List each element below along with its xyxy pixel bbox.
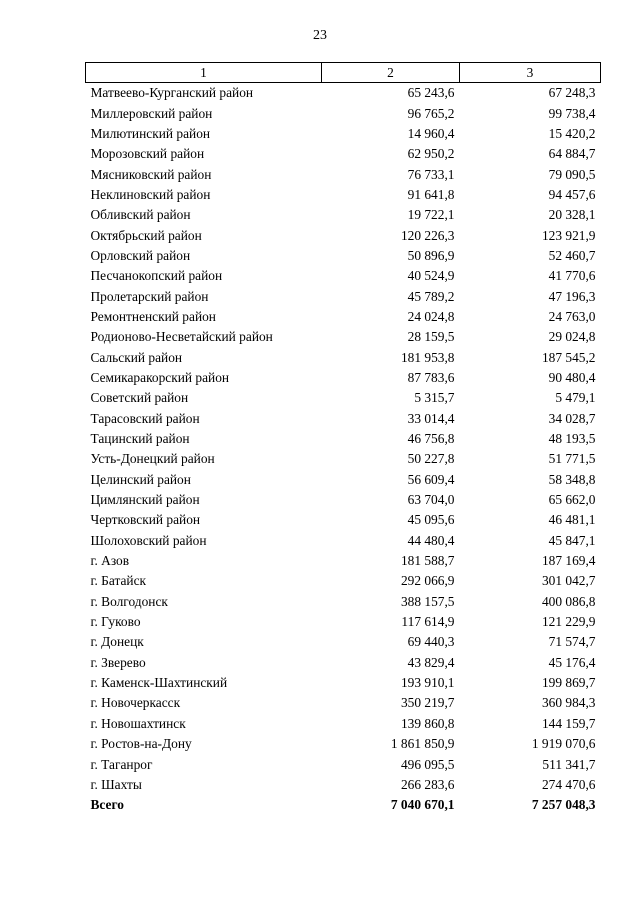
value-3-cell: 144 159,7 <box>541 715 596 731</box>
table-row <box>86 449 601 469</box>
value-3-cell: 121 229,9 <box>541 614 596 630</box>
value-3-cell: 90 480,4 <box>548 369 596 385</box>
table-row <box>86 388 601 408</box>
value-2-cell: 28 159,5 <box>407 329 455 345</box>
value-3-cell: 34 028,7 <box>548 410 596 426</box>
header-row <box>86 63 601 83</box>
table-row <box>86 612 601 632</box>
value-3-cell: 51 771,5 <box>548 451 596 467</box>
district-name-cell: Милютинский район <box>90 125 211 141</box>
value-3-cell: 67 248,3 <box>548 85 596 101</box>
header-cell-3: 3 <box>460 63 601 83</box>
value-3-cell: 46 481,1 <box>548 512 596 528</box>
value-3-cell: 47 196,3 <box>548 288 596 304</box>
table-row <box>86 185 601 205</box>
value-3-cell: 123 921,9 <box>541 227 596 243</box>
value-3-cell: 5 479,1 <box>555 390 596 406</box>
table-row <box>86 653 601 673</box>
value-3-cell: 199 869,7 <box>541 675 596 691</box>
value-2-cell: 62 950,2 <box>407 146 455 162</box>
table-row <box>86 286 601 306</box>
district-name-cell: г. Ростов-на-Дону <box>90 736 192 752</box>
value-2-cell: 96 765,2 <box>407 105 455 121</box>
value-3-cell: 7 257 048,3 <box>531 797 596 813</box>
district-name-cell: Целинский район <box>90 471 191 487</box>
value-3-cell: 1 919 070,6 <box>531 736 596 752</box>
value-3-cell: 187 545,2 <box>541 349 596 365</box>
value-2-cell: 350 219,7 <box>400 695 455 711</box>
value-3-cell: 94 457,6 <box>548 186 596 202</box>
table-row <box>86 490 601 510</box>
district-name-cell: г. Зверево <box>90 654 146 670</box>
table-row <box>86 144 601 164</box>
value-2-cell: 5 315,7 <box>414 390 455 406</box>
value-2-cell: 50 227,8 <box>407 451 455 467</box>
table-row <box>86 470 601 490</box>
table-row <box>86 775 601 795</box>
value-2-cell: 120 226,3 <box>400 227 455 243</box>
table-row <box>86 164 601 184</box>
district-name-cell: г. Таганрог <box>90 756 153 772</box>
value-2-cell: 496 095,5 <box>400 756 455 772</box>
value-3-cell: 99 738,4 <box>548 105 596 121</box>
total-row <box>86 795 601 815</box>
table-row <box>86 103 601 123</box>
district-name-cell: Октябрьский район <box>90 227 202 243</box>
district-name-cell: Всего <box>90 797 124 813</box>
value-2-cell: 139 860,8 <box>400 715 455 731</box>
table-row <box>86 592 601 612</box>
value-2-cell: 76 733,1 <box>407 166 455 182</box>
district-name-cell: Тацинский район <box>90 431 190 447</box>
value-3-cell: 360 984,3 <box>541 695 596 711</box>
value-2-cell: 181 588,7 <box>400 553 455 569</box>
value-2-cell: 14 960,4 <box>407 125 455 141</box>
value-3-cell: 20 328,1 <box>548 207 596 223</box>
value-2-cell: 43 829,4 <box>407 654 455 670</box>
header-cell-2: 2 <box>322 63 460 83</box>
table-row <box>86 714 601 734</box>
table-row <box>86 246 601 266</box>
district-name-cell: г. Азов <box>90 553 130 569</box>
value-2-cell: 45 095,6 <box>407 512 455 528</box>
value-2-cell: 56 609,4 <box>407 471 455 487</box>
value-2-cell: 63 704,0 <box>407 492 455 508</box>
district-name-cell: Песчанокопский район <box>90 268 223 284</box>
district-name-cell: Неклиновский район <box>90 186 211 202</box>
table-row <box>86 693 601 713</box>
value-3-cell: 45 847,1 <box>548 532 596 548</box>
value-3-cell: 64 884,7 <box>548 146 596 162</box>
value-3-cell: 29 024,8 <box>548 329 596 345</box>
table-row <box>86 673 601 693</box>
district-name-cell: Обливский район <box>90 207 191 223</box>
district-name-cell: Семикаракорский район <box>90 369 230 385</box>
value-2-cell: 266 283,6 <box>400 776 455 792</box>
table-row <box>86 734 601 754</box>
district-name-cell: г. Волгодонск <box>90 593 168 609</box>
value-3-cell: 187 169,4 <box>541 553 596 569</box>
value-2-cell: 19 722,1 <box>407 207 455 223</box>
table-body <box>86 83 601 816</box>
value-3-cell: 24 763,0 <box>548 308 596 324</box>
table-row <box>86 307 601 327</box>
table-row <box>86 124 601 144</box>
value-3-cell: 79 090,5 <box>548 166 596 182</box>
table-row <box>86 571 601 591</box>
district-name-cell: Ремонтненский район <box>90 308 216 324</box>
district-name-cell: Шолоховский район <box>90 532 207 548</box>
value-3-cell: 511 341,7 <box>542 756 596 772</box>
table-row <box>86 632 601 652</box>
value-2-cell: 33 014,4 <box>407 410 455 426</box>
table-row <box>86 368 601 388</box>
value-2-cell: 87 783,6 <box>407 369 455 385</box>
value-2-cell: 1 861 850,9 <box>390 736 455 752</box>
district-name-cell: Матвеево-Курганский район <box>90 85 254 101</box>
value-2-cell: 46 756,8 <box>407 431 455 447</box>
value-2-cell: 117 614,9 <box>401 614 455 630</box>
value-3-cell: 52 460,7 <box>548 247 596 263</box>
value-3-cell: 41 770,6 <box>548 268 596 284</box>
value-2-cell: 40 524,9 <box>407 268 455 284</box>
value-2-cell: 69 440,3 <box>407 634 455 650</box>
value-3-cell: 15 420,2 <box>548 125 596 141</box>
district-name-cell: г. Донецк <box>90 634 144 650</box>
table-row <box>86 266 601 286</box>
district-name-cell: Морозовский район <box>90 146 205 162</box>
district-name-cell: Советский район <box>90 390 189 406</box>
table-row <box>86 754 601 774</box>
district-name-cell: Пролетарский район <box>90 288 209 304</box>
table-row <box>86 531 601 551</box>
data-table <box>85 62 601 815</box>
value-3-cell: 400 086,8 <box>541 593 596 609</box>
value-2-cell: 65 243,6 <box>407 85 455 101</box>
value-3-cell: 48 193,5 <box>548 431 596 447</box>
table-row <box>86 347 601 367</box>
district-name-cell: Усть-Донецкий район <box>90 451 215 467</box>
value-2-cell: 44 480,4 <box>407 532 455 548</box>
value-2-cell: 193 910,1 <box>400 675 455 691</box>
district-name-cell: Чертковский район <box>90 512 201 528</box>
value-2-cell: 24 024,8 <box>407 308 455 324</box>
value-2-cell: 292 066,9 <box>400 573 455 589</box>
district-name-cell: г. Гуково <box>90 614 141 630</box>
value-2-cell: 181 953,8 <box>400 349 455 365</box>
district-name-cell: Тарасовский район <box>90 410 200 426</box>
value-3-cell: 301 042,7 <box>541 573 596 589</box>
table-row <box>86 429 601 449</box>
district-name-cell: Орловский район <box>90 247 191 263</box>
district-name-cell: г. Новочеркасск <box>90 695 181 711</box>
table-row <box>86 225 601 245</box>
value-2-cell: 388 157,5 <box>400 593 455 609</box>
value-2-cell: 7 040 670,1 <box>390 797 455 813</box>
value-2-cell: 91 641,8 <box>407 186 455 202</box>
header-cell-1: 1 <box>86 63 322 83</box>
value-3-cell: 71 574,7 <box>548 634 596 650</box>
page-number: 23 <box>313 28 327 43</box>
value-3-cell: 274 470,6 <box>541 776 596 792</box>
value-2-cell: 45 789,2 <box>407 288 455 304</box>
district-name-cell: Цимлянский район <box>90 492 200 508</box>
table-row <box>86 551 601 571</box>
district-name-cell: г. Каменск-Шахтинский <box>90 675 228 691</box>
district-name-cell: г. Батайск <box>90 573 147 589</box>
table-row <box>86 205 601 225</box>
district-name-cell: г. Шахты <box>90 776 142 792</box>
value-2-cell: 50 896,9 <box>407 247 455 263</box>
district-name-cell: Миллеровский район <box>90 105 213 121</box>
table-row <box>86 510 601 530</box>
value-3-cell: 65 662,0 <box>548 492 596 508</box>
value-3-cell: 45 176,4 <box>548 654 596 670</box>
table-row <box>86 327 601 347</box>
district-name-cell: г. Новошахтинск <box>90 715 186 731</box>
district-name-cell: Сальский район <box>90 349 183 365</box>
district-name-cell: Мясниковский район <box>90 166 212 182</box>
table-row <box>86 83 601 104</box>
table-row <box>86 409 601 429</box>
value-3-cell: 58 348,8 <box>548 471 596 487</box>
district-name-cell: Родионово-Несветайский район <box>90 329 273 345</box>
